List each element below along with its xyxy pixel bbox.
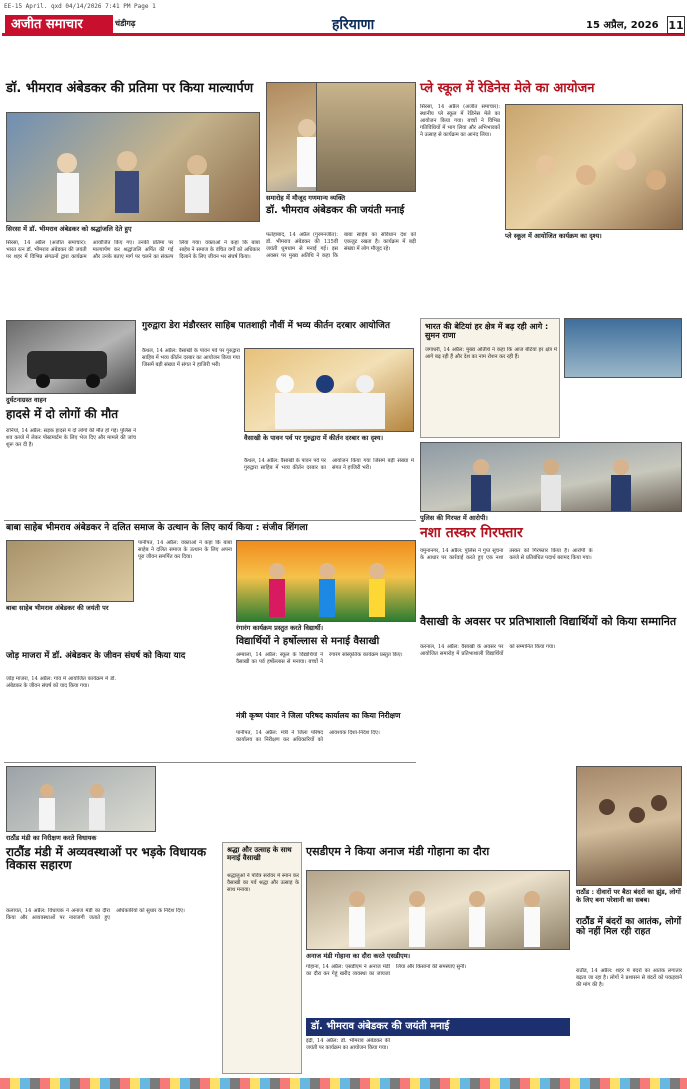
divider-1 xyxy=(4,520,416,521)
headline-baisakhi-faith: श्रद्धा और उत्साह के साथ मनाई वैसाखी xyxy=(227,846,292,862)
caption-jayanti: समारोह में मौजूद गणमान्य व्यक्ति xyxy=(266,194,346,202)
headline-play-school: प्ले स्कूल में रेडिनेस मेले का आयोजन xyxy=(420,81,595,96)
photo-dalit-upliftment xyxy=(6,540,134,602)
body-play-school: सिरसा, 14 अप्रैल (अजीत समाचार): स्थानीय प्ले स्कूल में रेडिनेस मेले का आयोजन किया गया। बच्चों ने विभिन्न गतिविधियों में भाग लिया और अभिभावकों ने उत्साह से कार्यक्रम का आनंद लिया। xyxy=(420,104,500,138)
headline-monkeys: राठौंड में बंदरों का आतंक, लोगों को नहीं मिल रही राहत xyxy=(576,917,682,937)
box-baisakhi-faith xyxy=(222,842,302,1074)
body-accident: रानियां, 14 अप्रैल: सड़क हादसे में दो लोगों की मौत हो गई। पुलिस ने शव कब्जे में लेकर पोस्टमार्टम के लिए भेज दिए और मामले की जांच शुरू कर दी है। xyxy=(6,428,136,448)
body-monkeys: राठौंड, 14 अप्रैल: शहर में बंदरों का आतंक लगातार बढ़ता जा रहा है। लोगों ने प्रशासन से बंदरों को पकड़वाने की मांग की है। xyxy=(576,968,682,988)
body-jayanti: फतेहाबाद, 14 अप्रैल (गुरमनजीत): डॉ. भीमराव अंबेडकर की 135वीं जयंती धूमधाम से मनाई गई। इस अवसर पर मुख्य अतिथि ने कहा कि बाबा साहेब का संविधान देश को एकजुट रखता है। कार्यक्रम में बड़ी संख्या में लोग मौजूद रहे। xyxy=(266,232,416,259)
newspaper-logo: अजीत समाचार xyxy=(5,15,113,35)
headline-meritorious: वैसाखी के अवसर पर प्रतिभाशाली विद्यार्थियों को किया सम्मानित xyxy=(420,615,677,628)
body-dalit-upliftment: पानीपत, 14 अप्रैल: वक्ताओं ने कहा कि बाबा साहेब ने दलित समाज के उत्थान के लिए अपना पूरा जीवन समर्पित कर दिया। xyxy=(138,540,232,560)
body-gurdwara-left: कैथल, 14 अप्रैल: वैसाखी के पावन पर्व पर गुरुद्वारा साहिब में भव्य कीर्तन दरबार का आयोजन किया गया जिसमें बड़ी संख्या में संगत ने हाजिरी भरी। xyxy=(142,348,240,368)
masthead xyxy=(2,14,685,36)
headline-accident: हादसे में दो लोगों की मौत xyxy=(6,407,119,421)
body-sdm-gohana: गोहाना, 14 अप्रैल: एसडीएम ने अनाज मंडी का दौरा कर गेहूं खरीद व्यवस्था का जायजा लिया और किसानों की समस्याएं सुनीं। xyxy=(306,964,467,977)
photo-baisakhi-students xyxy=(236,540,416,622)
headline-minister-inspection: मंत्री कृष्ण पंवार ने जिला परिषद कार्यालय का किया निरीक्षण xyxy=(236,711,401,720)
body-meritorious: करनाल, 14 अप्रैल: वैसाखी के अवसर पर आयोजित समारोह में प्रतिभाशाली विद्यार्थियों को सम्मानित किया गया। xyxy=(420,644,556,657)
body-jayanti-indri: इंद्री, 14 अप्रैल: डॉ. भीमराव अंबेडकर की जयंती पर कार्यक्रम का आयोजन किया गया। xyxy=(306,1038,390,1051)
photo-accident xyxy=(6,320,136,394)
photo-daughters xyxy=(564,318,682,378)
headline-smuggler: नशा तस्कर गिरफ्तार xyxy=(420,525,523,541)
headline-jod-majra: जोड़ माजरा में डॉ. अंबेडकर के जीवन संघर्ष को किया याद xyxy=(6,651,186,661)
photo-rathond-mandi xyxy=(6,766,156,832)
box-daughters xyxy=(420,318,560,438)
caption-baisakhi-students: रंगारंग कार्यक्रम प्रस्तुत करते विद्यार्थी। xyxy=(236,624,324,632)
caption-play-school: प्ले स्कूल में आयोजित कार्यक्रम का दृश्य। xyxy=(505,232,602,240)
headline-rathond-mandi: राठौंड मंडी में अव्यवस्थाओं पर भड़के विधायक विकास सहारण xyxy=(6,845,207,873)
section-title: हरियाणा xyxy=(332,17,375,33)
body-smuggler: यमुनानगर, 14 अप्रैल: पुलिस ने गुप्त सूचना के आधार पर कार्रवाई करते हुए एक नशा तस्कर को गिरफ्तार किया है। आरोपी के कब्जे से प्रतिबंधित पदार्थ बरामद किया गया। xyxy=(420,548,593,561)
edition-city: चंडीगढ़ xyxy=(115,19,136,28)
page-number: 11 xyxy=(667,16,685,34)
headline-baisakhi-students: विद्यार्थियों ने हर्षोल्लास से मनाई वैसाखी xyxy=(236,636,380,647)
photo-play-school xyxy=(505,104,683,230)
caption-sdm-gohana: अनाज मंडी गोहाना का दौरा करते एसडीएम। xyxy=(306,952,411,960)
headline-ambedkar-statue: डॉ. भीमराव अंबेडकर की प्रतिमा पर किया माल्यार्पण xyxy=(6,81,254,96)
caption-rathond-mandi: राठौंड मंडी का निरीक्षण करते विधायक xyxy=(6,834,97,842)
photo-jayanti-stage xyxy=(316,82,416,192)
caption-accident: दुर्घटनाग्रस्त वाहन xyxy=(6,396,47,404)
photo-monkeys xyxy=(576,766,682,886)
caption-monkeys: राठौंड : दीवारों पर बैठा बंदरों का झुंड, लोगों के लिए बना परेशानी का सबब। xyxy=(576,888,681,905)
issue-date: 15 अप्रैल, 2026 xyxy=(586,20,659,31)
headline-jayanti: डॉ. भीमराव अंबेडकर की जयंती मनाई xyxy=(266,205,405,216)
headline-jayanti-indri: डॉ. भीमराव अंबेडकर की जयंती मनाई xyxy=(306,1018,570,1036)
body-gurdwara-right: कैथल, 14 अप्रैल: वैसाखी के पावन पर्व पर गुरुद्वारा साहिब में भव्य कीर्तन दरबार का आयोजन किया गया जिसमें बड़ी संख्या में संगत ने हाजिरी भरी। xyxy=(244,458,414,471)
headline-gurdwara: गुरुद्वारा डेरा मंडौरस्तर साहिब पातशाही नौवीं में भव्य कीर्तन दरबार आयोजित xyxy=(142,321,390,331)
print-slug: EE-15 April. qxd 04/14/2026 7:41 PM Page 1 xyxy=(4,3,156,10)
caption-smuggler: पुलिस की गिरफ्त में आरोपी। xyxy=(420,514,488,522)
body-ambedkar-statue: सिरसा, 14 अप्रैल (अजीत समाचार): भारत रत्न डॉ. भीमराव अंबेडकर की जयंती पर शहर में विभिन्न संगठनों द्वारा कार्यक्रम आयोजित किए गए। उनकी प्रतिमा पर माल्यार्पण कर श्रद्धांजलि अर्पित की गई और उनके बताए मार्ग पर चलने का संकल्प लिया गया। वक्ताओं ने कहा कि बाबा साहेब ने समाज के वंचित वर्गों को अधिकार दिलाने के लिए जीवन भर संघर्ष किया। xyxy=(6,240,260,260)
caption-dalit-upliftment: बाबा साहेब भीमराव अंबेडकर की जयंती पर xyxy=(6,604,109,612)
body-baisakhi-students: अम्बाला, 14 अप्रैल: स्कूल के विद्यार्थियों ने वैसाखी का पर्व हर्षोल्लास से मनाया। बच्चों ने रंगारंग सांस्कृतिक कार्यक्रम प्रस्तुत किए। xyxy=(236,652,403,665)
photo-smuggler xyxy=(420,442,682,512)
headline-daughters: भारत की बेटियां हर क्षेत्र में बढ़ रही आगे : सुमन राणा xyxy=(425,322,549,340)
caption-gurdwara: वैसाखी के पावन पर्व पर गुरुद्वारा में कीर्तन दरबार का दृश्य। xyxy=(244,434,384,442)
headline-sdm-gohana: एसडीएम ने किया अनाज मंडी गोहाना का दौरा xyxy=(306,845,490,858)
body-rathond-mandi: कलायत, 14 अप्रैल: विधायक ने अनाज मंडी का दौरा किया और अव्यवस्थाओं पर नाराजगी जताते हुए अधिकारियों को सुधार के निर्देश दिए। xyxy=(6,908,185,921)
photo-sdm-gohana xyxy=(306,870,570,950)
photo-ambedkar-tribute xyxy=(6,112,260,222)
body-daughters: जगाधरी, 14 अप्रैल: मुख्य अतिथि ने कहा कि आज बेटियां हर क्षेत्र में आगे बढ़ रही हैं और देश का नाम रोशन कर रही हैं। xyxy=(425,347,557,360)
headline-dalit-upliftment: बाबा साहेब भीमराव अंबेडकर ने दलित समाज के उत्थान के लिए कार्य किया : संजीव शिंगला xyxy=(6,523,308,533)
body-minister-inspection: पानीपत, 14 अप्रैल: मंत्री ने जिला परिषद कार्यालय का निरीक्षण कर अधिकारियों को आवश्यक दिशा-निर्देश दिए। xyxy=(236,730,380,743)
caption-ambedkar-tribute: सिरसा में डॉ. भीमराव अंबेडकर को श्रद्धांजलि देते हुए xyxy=(6,225,132,233)
body-baisakhi-faith: श्रद्धालुओं ने पवित्र सरोवर में स्नान कर वैसाखी का पर्व श्रद्धा और उत्साह के साथ मनाया। xyxy=(227,873,299,893)
photo-gurdwara xyxy=(244,348,414,432)
print-registration-bar xyxy=(0,1078,687,1089)
divider-2 xyxy=(4,762,416,763)
body-jod-majra: जोड़ माजरा, 14 अप्रैल: गांव में आयोजित कार्यक्रम में डॉ. अंबेडकर के जीवन संघर्ष को याद किया गया। xyxy=(6,676,116,689)
